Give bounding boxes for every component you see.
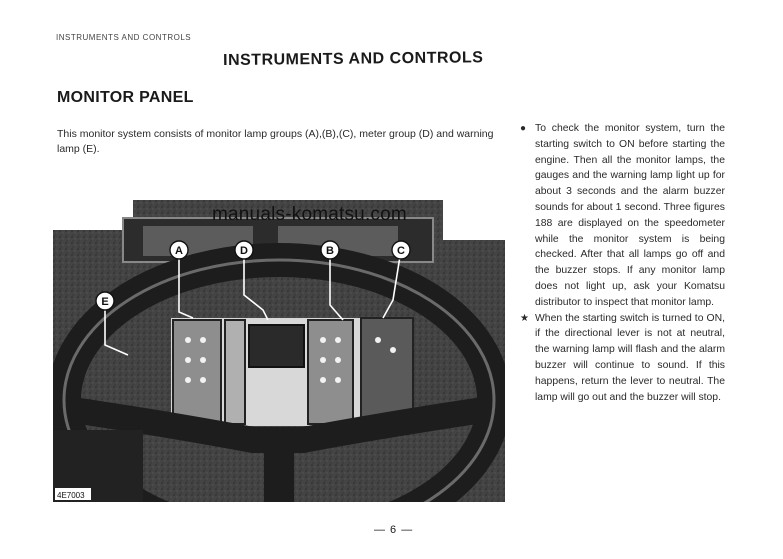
intro-paragraph: This monitor system consists of monitor lamp groups (A),(B),(C), meter group (D) and warning lamp (E).: [57, 128, 494, 155]
bullet-text-note: When the starting switch is turned to ON, if the directional lever is not at neutral, the warning lamp will flash and the alarm buzzer will continue to sound. If this happens, return the lever to neutral. The lamp will go out and the buzzer will stop.: [535, 312, 725, 403]
bullet-item-check: [520, 121, 725, 311]
page-title: INSTRUMENTS AND CONTROLS: [223, 49, 484, 69]
callout-e: E: [101, 296, 109, 308]
bullet-item-note: [520, 311, 725, 406]
photo-code: 4E7003: [57, 491, 85, 500]
bullet-dot-icon: ●: [520, 123, 527, 134]
callout-d: D: [240, 245, 248, 257]
monitor-panel-photo: [53, 200, 505, 502]
section-title: MONITOR PANEL: [57, 89, 194, 106]
page-number: — 6 —: [374, 524, 414, 536]
bullet-list: [520, 121, 725, 405]
callout-a: A: [175, 245, 183, 257]
callout-b: B: [326, 245, 334, 257]
running-header: INSTRUMENTS AND CONTROLS: [56, 33, 192, 42]
star-icon: ★: [520, 312, 529, 324]
watermark: manuals-komatsu.com: [212, 204, 407, 225]
callout-c: C: [397, 245, 405, 257]
bullet-text-check: To check the monitor system, turn the starting switch to ON before starting the engine. Then all the monitor lamps, the gauges and the warning lamp light up for about 3 seconds and the alarm buzzer sounds for about 1 second. Three figures 188 are displayed on the speedometer while the monitor system is being checked. After that all lamps go off and the buzzer stops. If any monitor lamp does not light up, ask your Komatsu distributor to inspect that monitor lamp.: [535, 123, 725, 308]
